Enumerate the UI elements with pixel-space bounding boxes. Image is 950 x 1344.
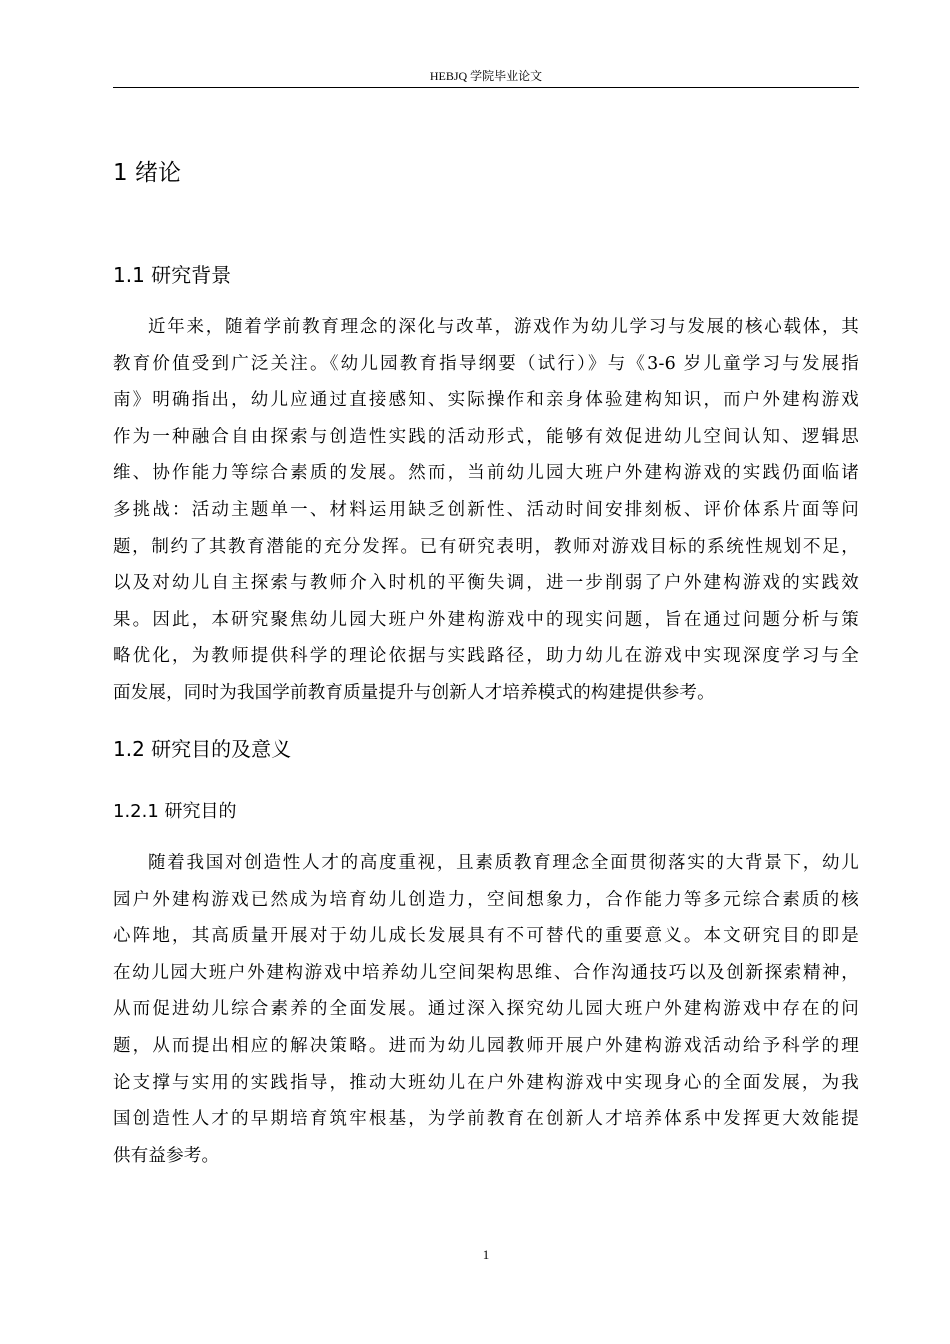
paragraph-line: 南》明确指出，幼儿应通过直接感知、实际操作和亲身体验建构知识，而户外建构游戏 [113, 390, 859, 411]
paragraph-line: 园户外建构游戏已然成为培育幼儿创造力，空间想象力，合作能力等多元综合素质的核 [113, 889, 859, 910]
paragraph-line: 随着我国对创造性人才的高度重视，且素质教育理念全面贯彻落实的大背景下，幼儿 [148, 853, 859, 873]
paragraph-line: 维、协作能力等综合素质的发展。然而，当前幼儿园大班户外建构游戏的实践仍面临诸 [113, 463, 859, 484]
paragraph-line: 近年来，随着学前教育理念的深化与改革，游戏作为幼儿学习与发展的核心载体，其 [148, 317, 859, 337]
paragraph-line: 供有益参考。 [113, 1145, 220, 1166]
paragraph-line: 从而促进幼儿综合素养的全面发展。通过深入探究幼儿园大班户外建构游戏中存在的问 [113, 999, 859, 1020]
paragraph-line: 题，制约了其教育潜能的充分发挥。已有研究表明，教师对游戏目标的系统性规划不足， [113, 536, 859, 557]
chapter-heading: 1 绪论 [113, 160, 181, 186]
paragraph-line: 作为一种融合自由探索与创造性实践的活动形式，能够有效促进幼儿空间认知、逻辑思 [113, 426, 859, 447]
paragraph-line: 题，从而提出相应的解决策略。进而为幼儿园教师开展户外建构游戏活动给予科学的理 [113, 1035, 859, 1056]
paragraph-line: 心阵地，其高质量开展对于幼儿成长发展具有不可替代的重要意义。本文研究目的即是 [113, 926, 859, 947]
header-rule [113, 87, 859, 88]
paragraph-research-purpose [113, 845, 859, 1174]
paragraph-research-background [113, 309, 859, 712]
page-number: 1 [482, 1247, 490, 1262]
paragraph-line: 教育价值受到广泛关注。《幼儿园教育指导纲要（试行）》与《3-6 岁儿童学习与发展指 [113, 353, 859, 374]
paragraph-line: 略优化，为教师提供科学的理论依据与实践路径，助力幼儿在游戏中实现深度学习与全 [113, 646, 859, 667]
subsection-heading-1-2-1: 1.2.1 研究目的 [113, 801, 237, 822]
paragraph-line: 论支撑与实用的实践指导，推动大班幼儿在户外建构游戏中实现身心的全面发展，为我 [113, 1072, 859, 1093]
running-header: HEBJQ 学院毕业论文 [429, 69, 543, 83]
section-heading-1-2: 1.2 研究目的及意义 [113, 737, 292, 761]
paragraph-line: 果。因此，本研究聚焦幼儿园大班户外建构游戏中的现实问题，旨在通过问题分析与策 [113, 609, 859, 630]
paragraph-line: 以及对幼儿自主探索与教师介入时机的平衡失调，进一步削弱了户外建构游戏的实践效 [113, 573, 859, 594]
paragraph-line: 多挑战：活动主题单一、材料运用缺乏创新性、活动时间安排刻板、评价体系片面等问 [113, 499, 859, 520]
section-heading-1-1: 1.1 研究背景 [113, 263, 232, 287]
paragraph-line: 国创造性人才的早期培育筑牢根基，为学前教育在创新人才培养体系中发挥更大效能提 [113, 1109, 859, 1130]
paragraph-line: 在幼儿园大班户外建构游戏中培养幼儿空间架构思维、合作沟通技巧以及创新探索精神， [113, 962, 859, 983]
paragraph-line: 面发展，同时为我国学前教育质量提升与创新人才培养模式的构建提供参考。 [113, 682, 715, 703]
